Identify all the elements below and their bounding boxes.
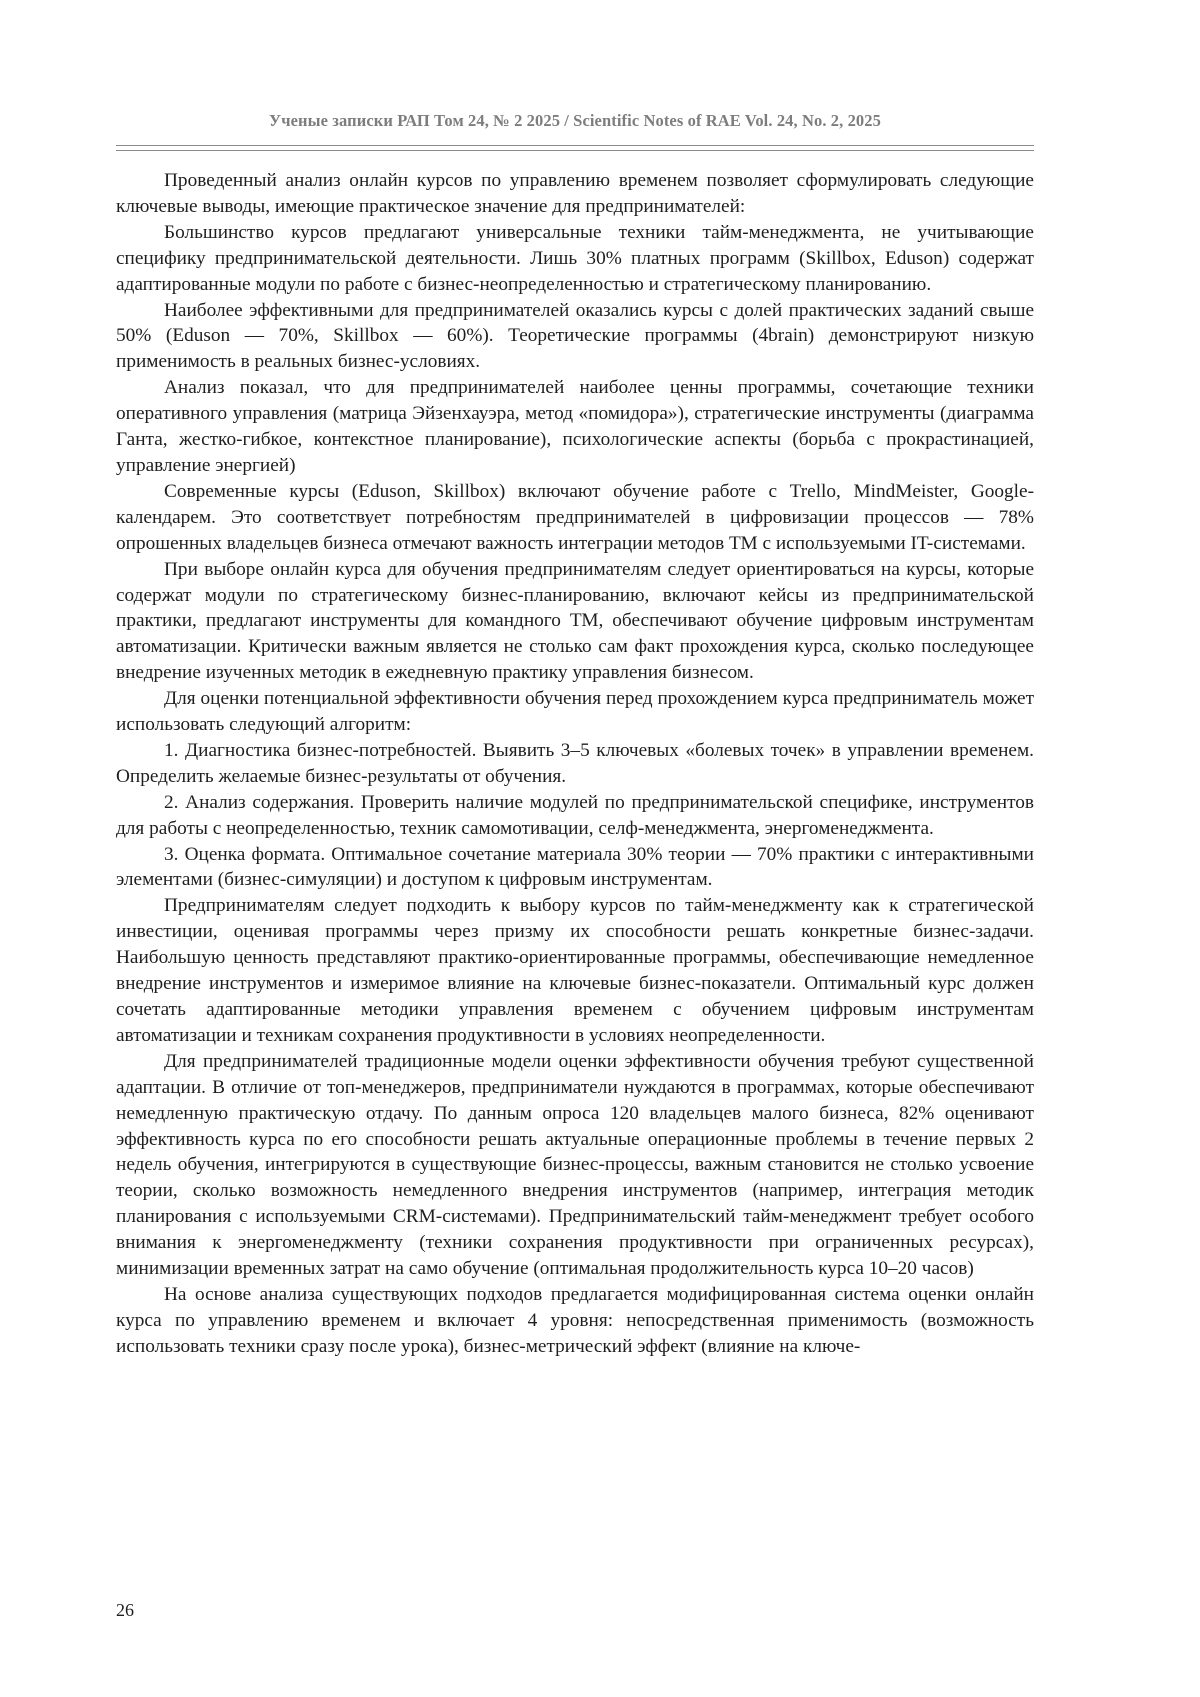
paragraph: Проведенный анализ онлайн курсов по управлению временем позволяет сформулировать следующие ключевые выводы, имеющие практическое значение для предпринимателей: — [116, 170, 1034, 217]
paragraph: Для оценки потенциальной эффективности обучения перед прохождением курса предприниматель может использовать следующий алгоритм: — [116, 688, 1034, 736]
paragraph: Большинство курсов предлагают универсальные техники тайм-менеджмента, не учитывающие специфику предпринимательской деятельности. Лишь 30% платных программ (Skillbox, Eduson) содержат адаптированные модули по работе с бизнес-неопределенностью и стратегическому планированию. — [116, 221, 1034, 295]
paragraph: Для предпринимателей традиционные модели оценки эффективности обучения требуют существенной адаптации. В отличие от топ-менеджеров, предприниматели нуждаются в программах, которые обеспечивают немедленную практическую отдачу. По данным опроса 120 владельцев малого бизнеса, 82% оценивают эффективность курса по его способности решать актуальные операционные проблемы в течение первых 2 недель обучения, интегрируются в существующие бизнес-процессы, важным становится не столько усвоение теории, сколько возможность немедленного внедрения инструментов (например, интеграция методик планирования с используемыми CRM-системами). Предпринимательский тайм-менеджмент требует особого внимания к энергоменеджменту (техники сохранения продуктивности при ограниченных ресурсах), минимизации временных затрат на само обучение (оптимальная продолжительность курса 10–20 часов) — [116, 1050, 1034, 1280]
list-item: 1. Диагностика бизнес-потребностей. Выявить 3–5 ключевых «болевых точек» в управлении временем. Определить желаемые бизнес-результаты от обучения. — [116, 739, 1034, 787]
list-item: 2. Анализ содержания. Проверить наличие модулей по предпринимательской специфике, инструментов для работы с неопределенностью, техник самомотивации, селф-менеджмента, энергоменеджмента. — [116, 791, 1034, 839]
paragraph: Современные курсы (Eduson, Skillbox) включают обучение работе с Trello, MindMeister, Google-календарем. Это соответствует потребностям предпринимателей в цифровизации процессов — 78% опрошенных владельцев бизнеса отмечают важность интеграции методов ТМ с используемыми IT-системами. — [116, 480, 1034, 554]
paragraph: Анализ показал, что для предпринимателей наиболее ценны программы, сочетающие техники оперативного управления (матрица Эйзенхауэра, метод «помидора»), стратегические инструменты (диаграмма Ганта, жестко-гибкое, контекстное планирование), психологические аспекты (борьба с прокрастинацией, управление энергией) — [116, 377, 1034, 476]
header-rule — [116, 145, 1034, 146]
running-header: Ученые записки РАП Том 24, № 2 2025 / Scientific Notes of RAE Vol. 24, No. 2, 2025 — [269, 111, 881, 130]
paragraph: На основе анализа существующих подходов предлагается модифицированная система оценки онлайн курса по управлению временем и включает 4 уровня: непосредственная применимость (возможность использовать техники сразу после урока), бизнес-метрический эффект (влияние на ключе- — [116, 1283, 1034, 1357]
paragraph: При выборе онлайн курса для обучения предпринимателям следует ориентироваться на курсы, которые содержат модули по стратегическому бизнес-планированию, включают кейсы из предпринимательской практики, предлагают инструменты для командного ТМ, обеспечивают обучение цифровым инструментам автоматизации. Критически важным является не столько сам факт прохождения курса, сколько последующее внедрение изученных методик в ежедневную практику управления бизнесом. — [116, 558, 1034, 684]
paragraph: Предпринимателям следует подходить к выбору курсов по тайм-менеджменту как к стратегической инвестиции, оценивая программы через призму их способности решать конкретные бизнес-задачи. Наибольшую ценность представляют практико-ориентированные программы, обеспечивающие немедленное внедрение инструментов и измеримое влияние на ключевые бизнес-показатели. Оптимальный курс должен сочетать адаптированные методики управления временем с обучением цифровым инструментам автоматизации и техникам сохранения продуктивности в условиях неопределенности. — [116, 895, 1034, 1046]
list-item: 3. Оценка формата. Оптимальное сочетание материала 30% теории — 70% практики с интерактивными элементами (бизнес-симуляции) и доступом к цифровым инструментам. — [116, 843, 1034, 891]
article-body — [116, 168, 1034, 1360]
header-rule — [116, 150, 1034, 151]
paragraph: Наиболее эффективными для предпринимателей оказались курсы с долей практических заданий свыше 50% (Eduson — 70%, Skillbox — 60%). Теоретические программы (4brain) демонстрируют низкую применимость в реальных бизнес-условиях. — [116, 299, 1034, 373]
page-number: 26 — [116, 1600, 134, 1620]
